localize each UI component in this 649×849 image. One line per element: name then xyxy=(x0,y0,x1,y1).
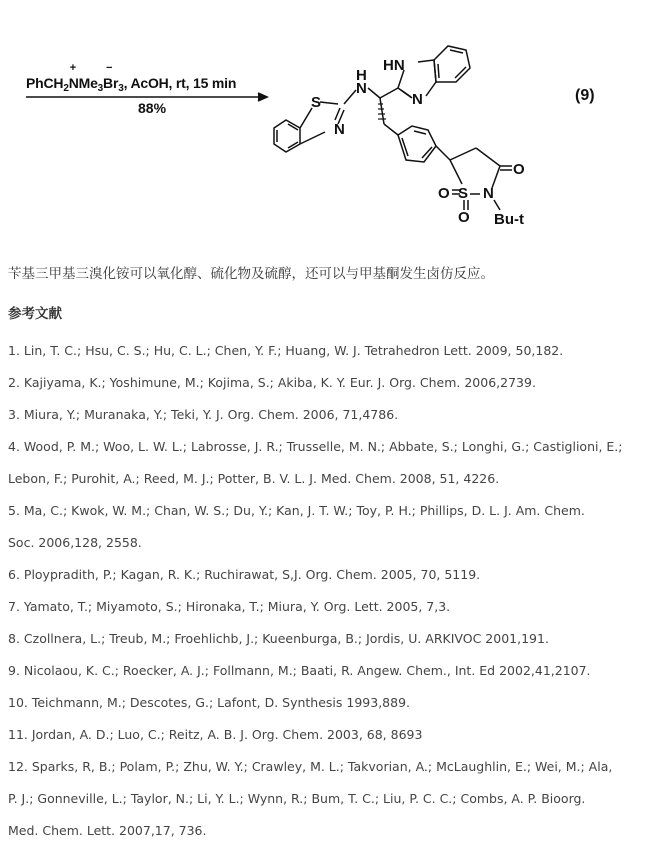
references-heading: 参考文献 xyxy=(8,306,62,322)
description-paragraph: 苄基三甲基三溴化铵可以氧化醇、硫化物及硫醇，还可以与甲基酮发生卤仿反应。 xyxy=(8,266,494,282)
atom-o-ketone: O xyxy=(513,161,525,178)
reference-line: 10. Teichmann, M.; Descotes, G.; Lafont, D. Synthesis 1993,889. xyxy=(8,695,411,710)
reaction-conditions: PhCH$_2$ + NMe$_3$ − $Br_3$, AcOH, rt, 15 min xyxy=(26,62,237,94)
atom-o-sulfonyl-2: O xyxy=(458,209,470,226)
reference-line: 12. Sparks, R, B.; Polam, P.; Zhu, W. Y.; Crawley, M. L.; Takvorian, A.; McLaughlin, E.; Wei, M.; Ala, xyxy=(8,759,613,774)
reference-line: Lebon, F.; Purohit, A.; Reed, M. J.; Potter, B. V. L. J. Med. Chem. 2008, 51, 4226. xyxy=(8,471,500,486)
reference-line: 7. Yamato, T.; Miyamoto, S.; Hironaka, T.; Miura, Y. Org. Lett. 2005, 7,3. xyxy=(8,599,451,614)
atom-n-benzimidazole: N xyxy=(412,91,423,108)
equation-number: (9) xyxy=(575,87,595,104)
cond-sub-2: 3 xyxy=(97,83,104,94)
minus-charge: − xyxy=(106,62,113,74)
reference-line: 3. Miura, Y.; Muranaka, Y.; Teki, Y. J. Org. Chem. 2006, 71,4786. xyxy=(8,407,399,422)
reference-line: 8. Czollnera, L.; Treub, M.; Froehlichb, J.; Kueenburga, B.; Jordis, U. ARKIVOC 2001,191. xyxy=(8,631,549,646)
structure-drawing xyxy=(0,0,649,240)
atom-hn-benzimidazole: HN xyxy=(383,57,405,74)
reference-line: 6. Ploypradith, P.; Kagan, R. K.; Ruchirawat, S,J. Org. Chem. 2005, 70, 5119. xyxy=(8,567,481,582)
atom-h-amine: H xyxy=(356,67,367,84)
reference-line: Med. Chem. Lett. 2007,17, 736. xyxy=(8,823,207,838)
atom-n-sultam: N xyxy=(483,185,494,202)
atom-o-sulfonyl-1: O xyxy=(438,185,450,202)
cond-sub: 2 xyxy=(63,83,69,94)
atom-n-thiazole: N xyxy=(334,121,345,138)
cond-charged-n: + N xyxy=(68,62,79,91)
atom-n-amine: N xyxy=(356,80,367,97)
reference-line: 11. Jordan, A. D.; Luo, C.; Reitz, A. B. J. Org. Chem. 2003, 68, 8693 xyxy=(8,727,423,742)
cond-br: Br xyxy=(103,75,119,91)
atom-s-sulfonyl: S xyxy=(458,185,469,202)
atom-tbu: Bu-t xyxy=(494,211,524,228)
reaction-yield: 88% xyxy=(138,100,167,116)
reference-line: 4. Wood, P. M.; Woo, L. W. L.; Labrosse, J. R.; Trusselle, M. N.; Abbate, S.; Longhi, G.; Castiglioni, E.; xyxy=(8,439,623,454)
cond-text: PhCH xyxy=(26,75,64,91)
reaction-scheme xyxy=(0,0,649,240)
reference-line: 2. Kajiyama, K.; Yoshimune, M.; Kojima, S.; Akiba, K. Y. Eur. J. Org. Chem. 2006,2739. xyxy=(8,375,536,390)
reference-line: 1. Lin, T. C.; Hsu, C. S.; Hu, C. L.; Chen, Y. F.; Huang, W. J. Tetrahedron Lett. 2009, 50,182. xyxy=(8,343,564,358)
cond-charged-br xyxy=(103,62,119,91)
plus-charge: + xyxy=(69,62,76,74)
reference-line: 5. Ma, C.; Kwok, W. M.; Chan, W. S.; Du, Y.; Kan, J. T. W.; Toy, P. H.; Phillips, D. L. J. Am. Chem. xyxy=(8,503,585,518)
cond-rest: , AcOH, rt, 15 min xyxy=(123,75,237,91)
atom-s-thiazole: S xyxy=(311,94,322,111)
reference-line: Soc. 2006,128, 2558. xyxy=(8,535,142,550)
reference-line: P. J.; Gonneville, L.; Taylor, N.; Li, Y. L.; Wynn, R.; Bum, T. C.; Liu, P. C. C.; Combs, A. P. Bioorg. xyxy=(8,791,586,806)
cond-sub-3: 3 xyxy=(118,83,124,94)
reference-line: 9. Nicolaou, K. C.; Roecker, A. J.; Follmann, M.; Baati, R. Angew. Chem., Int. Ed 2002,41,2107. xyxy=(8,663,591,678)
